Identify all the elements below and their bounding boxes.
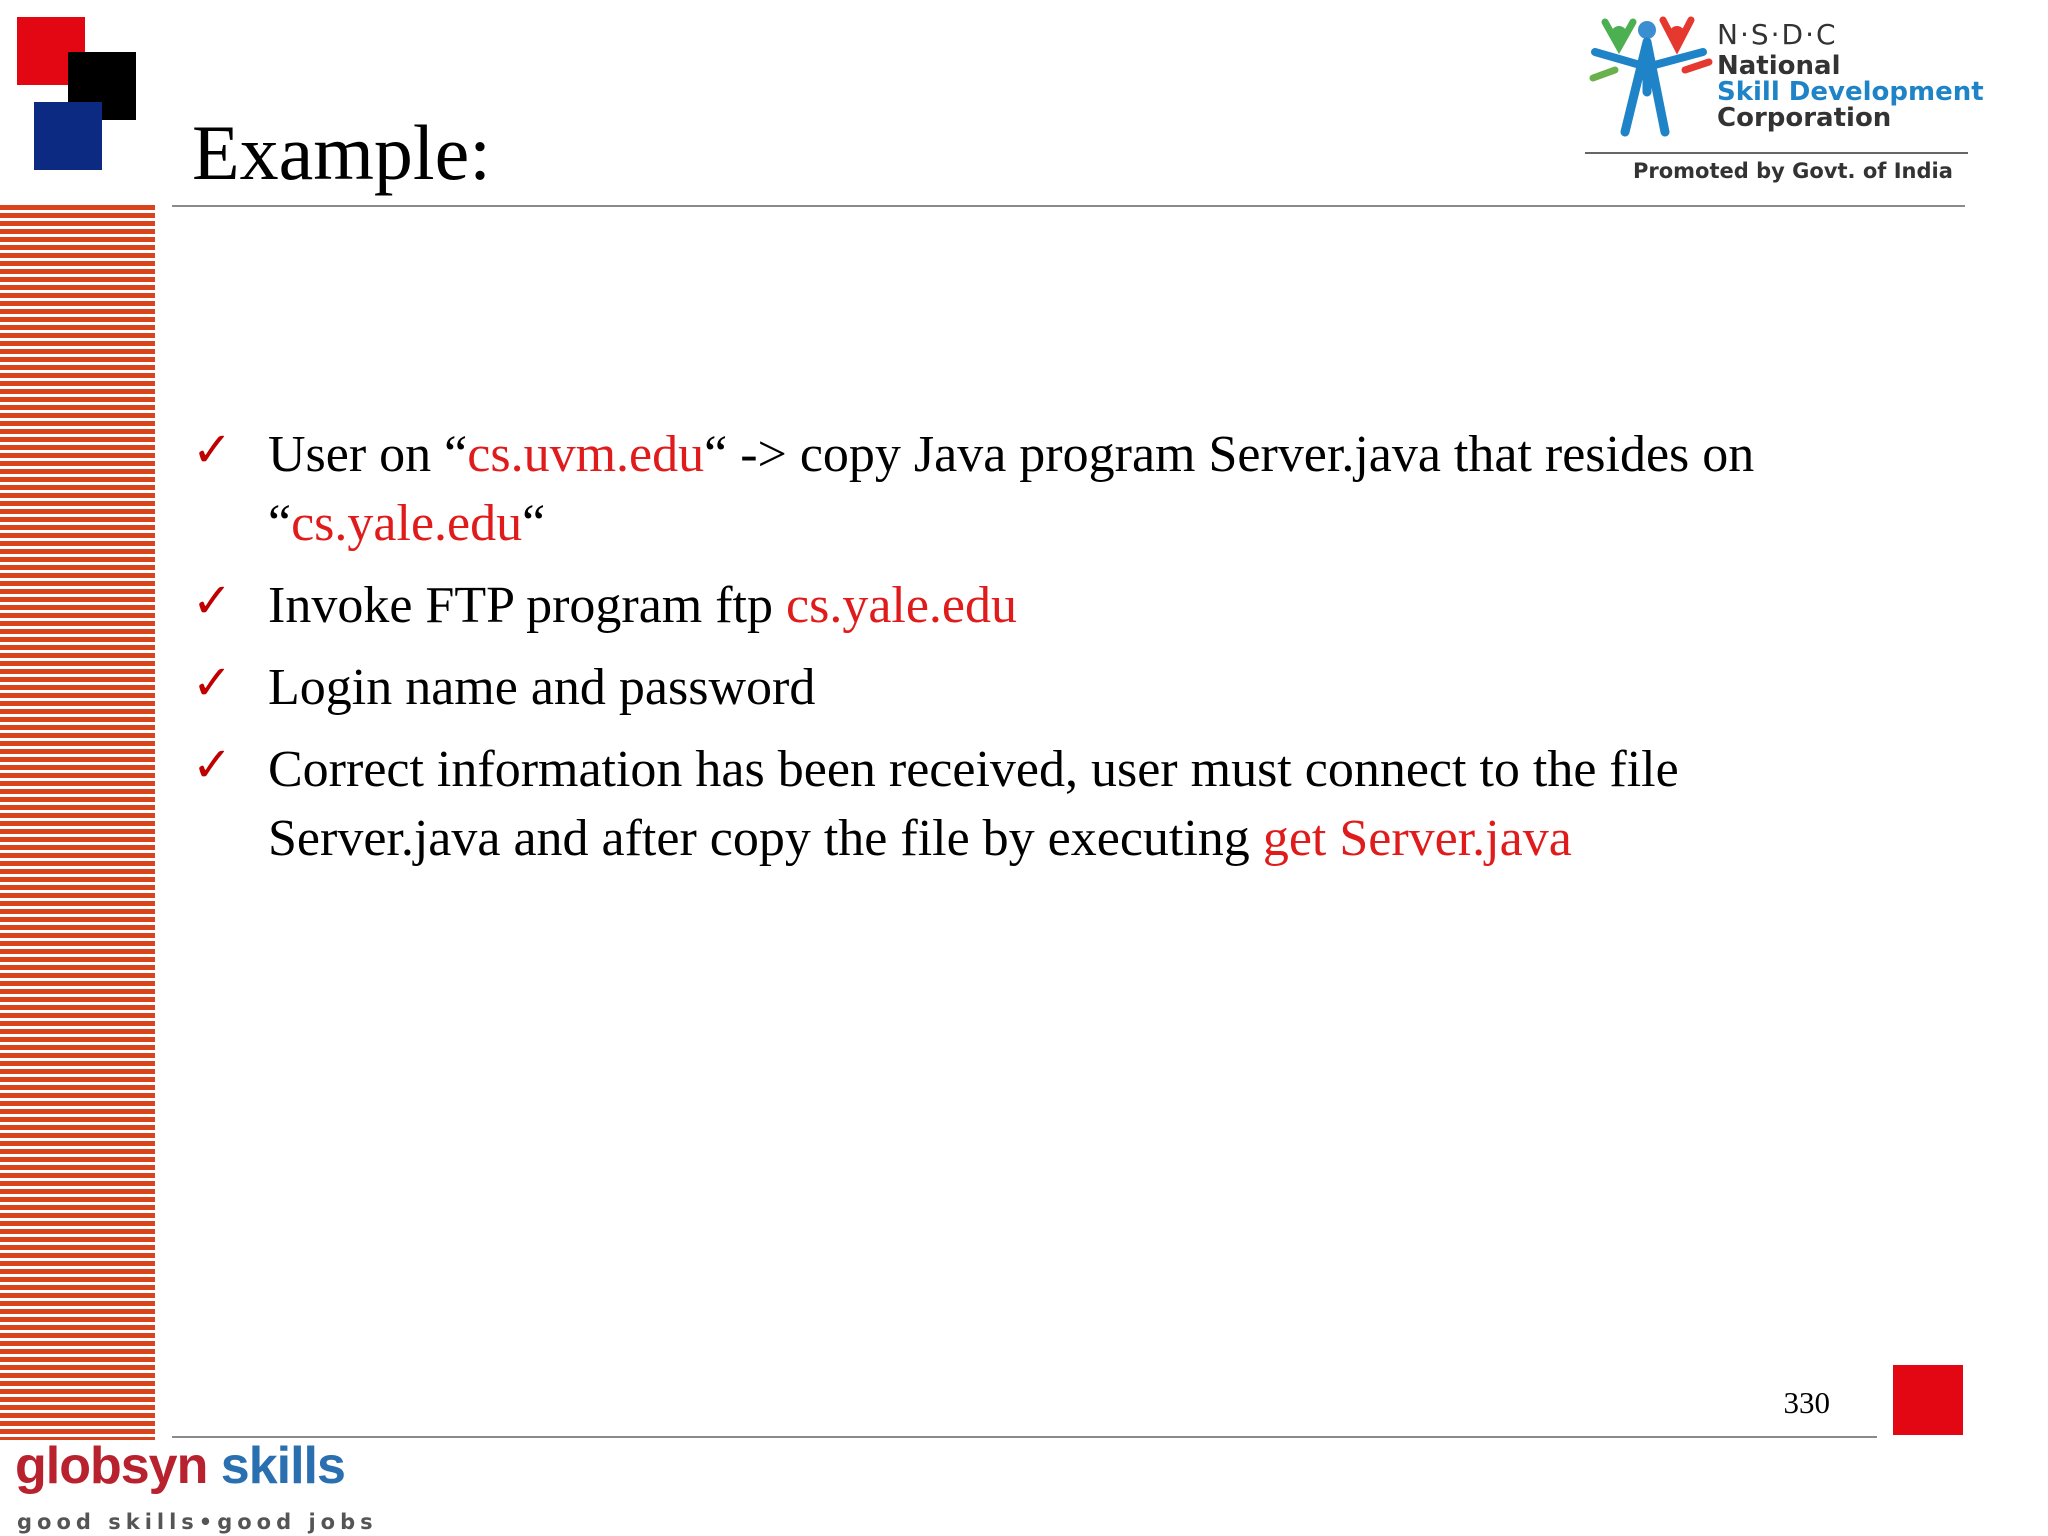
highlight-text: get Server.java	[1262, 810, 1572, 867]
bullet-item	[192, 571, 1892, 640]
globsyn-word: globsyn	[15, 1437, 208, 1495]
bullet-item	[192, 653, 1892, 722]
bullet-text: User on “	[268, 426, 468, 483]
nsdc-figures-icon	[1585, 12, 1715, 142]
bullet-list	[192, 420, 1892, 873]
footer-divider	[172, 1436, 1877, 1438]
title-divider	[172, 205, 1965, 207]
checkmark-icon: ✓	[192, 573, 233, 629]
nsdc-name-line1: National	[1717, 51, 1841, 81]
bullet-text: Login name and password	[268, 659, 816, 716]
nsdc-abbreviation: N·S·D·C	[1717, 18, 1838, 51]
nsdc-logo	[1585, 12, 1984, 197]
bullet-text: Invoke FTP program ftp	[268, 577, 786, 634]
bullet-item	[192, 420, 1892, 558]
nsdc-name-line2: Skill Development	[1717, 77, 1984, 107]
bullet-text: Correct information has been received, user must connect to the file Server.java and after copy the file by executing	[268, 741, 1679, 867]
nsdc-tagline: Promoted by Govt. of India	[1633, 159, 1953, 183]
highlight-text: cs.yale.edu	[786, 577, 1018, 634]
checkmark-icon: ✓	[192, 737, 233, 793]
nsdc-name-line3: Corporation	[1717, 103, 1892, 133]
checkmark-icon: ✓	[192, 655, 233, 711]
bullet-text: “	[522, 495, 546, 552]
skills-word: skills	[220, 1437, 345, 1495]
page-number: 330	[1783, 1385, 1830, 1420]
nsdc-divider	[1585, 152, 1968, 154]
globsyn-tagline: good skills•good jobs	[17, 1510, 378, 1534]
highlight-text: cs.yale.edu	[291, 495, 523, 552]
decor-blue-square	[34, 102, 102, 170]
bullet-text: “ -> copy Java program Server.java that resides on “	[268, 426, 1755, 552]
globsyn-logo	[15, 1436, 345, 1496]
bullet-item	[192, 735, 1892, 873]
decor-corner-square	[1893, 1365, 1963, 1435]
highlight-text: cs.uvm.edu	[467, 426, 705, 483]
checkmark-icon: ✓	[192, 422, 233, 478]
decor-striped-sidebar	[0, 205, 155, 1440]
slide-title: Example:	[192, 109, 491, 196]
